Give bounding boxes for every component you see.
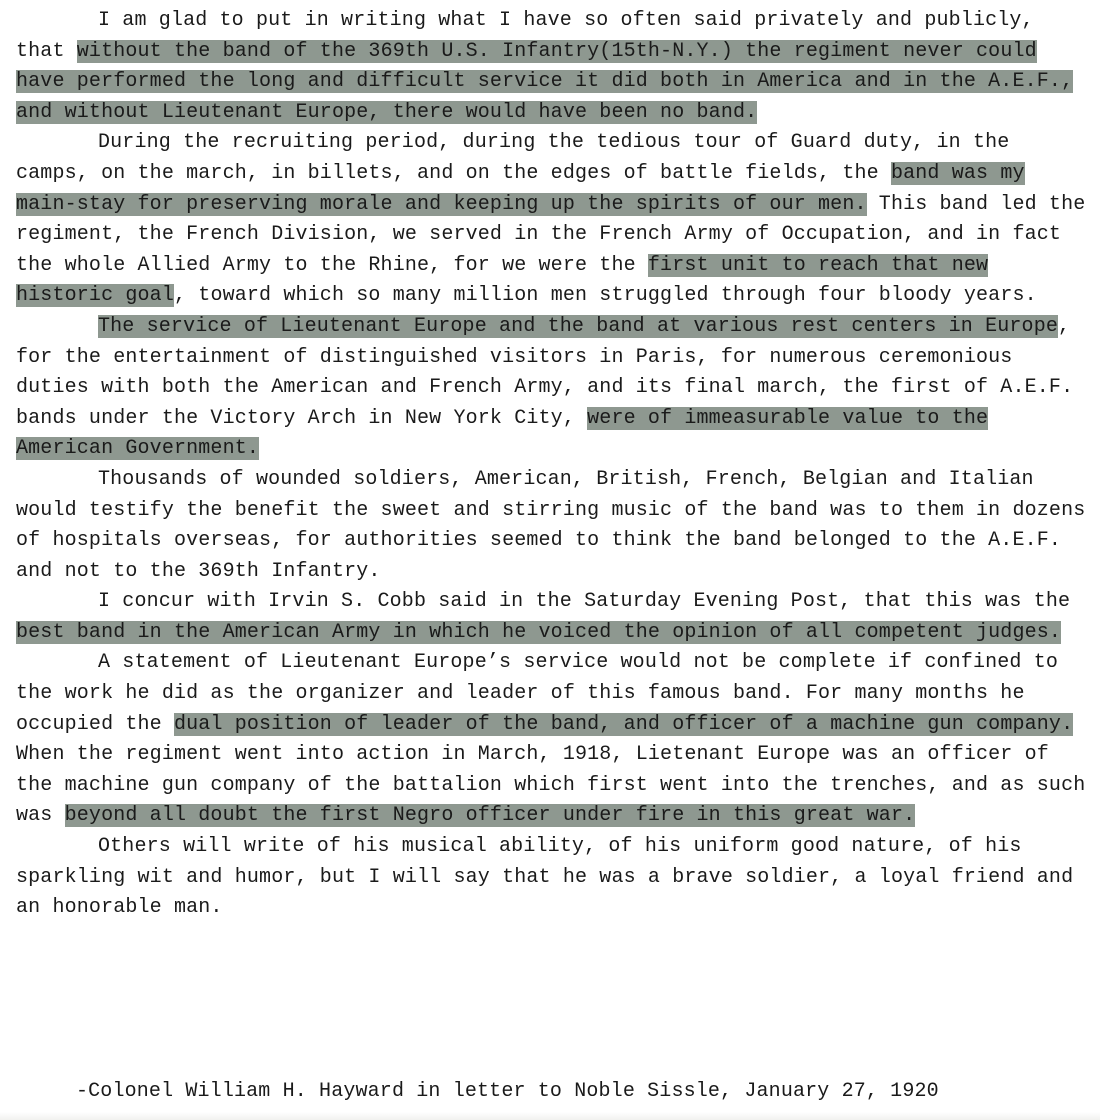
text-segment: I concur with Irvin S. Cobb said in the Saturday Evening Post, that this was the bbox=[98, 590, 1071, 614]
highlighted-text: band was my main-stay for preserving morale and keeping up the spirits of our men. bbox=[16, 161, 1025, 216]
highlighted-text: first unit to reach that new historic goal bbox=[16, 253, 989, 308]
letter-body bbox=[16, 6, 1086, 924]
paragraph bbox=[16, 6, 1086, 128]
paragraph bbox=[16, 312, 1086, 465]
highlighted-text: dual position of leader of the band, and officer of a machine gun company. bbox=[173, 712, 1074, 736]
attribution: -Colonel William H. Hayward in letter to Noble Sissle, January 27, 1920 bbox=[76, 1080, 939, 1103]
paragraph bbox=[16, 832, 1086, 924]
text-segment: When the regiment went into action in March, 1918, Lietenant Europe was an officer of the machine gun company of the battalion which first went into the trenches, and as such was bbox=[16, 743, 1086, 828]
text-segment: I am glad to put in writing what I have so often said privately and publicly, that bbox=[16, 9, 1034, 63]
text-segment: , toward which so many million men struggled through four bloody years. bbox=[173, 284, 1037, 308]
text-segment: Others will write of his musical ability, of his uniform good nature, of his sparkling wit and humor, but I will say that he was a brave soldier, a loyal friend and an honorable man. bbox=[16, 835, 1074, 920]
text-segment: , for the entertainment of distinguished visitors in Paris, for numerous ceremonious duties with both the American and French Army, and its final march, the first of A.E.F. bands under the Victory Arch in New York City, bbox=[16, 314, 1074, 430]
paragraph bbox=[16, 465, 1086, 587]
highlighted-text: best band in the American Army in which he voiced the opinion of all competent judges. bbox=[16, 620, 1062, 644]
highlighted-text: beyond all doubt the first Negro officer under fire in this great war. bbox=[64, 804, 916, 828]
paragraph bbox=[16, 648, 1086, 832]
text-segment: Thousands of wounded soldiers, American, British, French, Belgian and Italian would testify the benefit the sweet and stirring music of the band was to them in dozens of hospitals overseas, for authorities seemed to think the band belonged to the A.E.F. and not to the 369th Infantry. bbox=[16, 467, 1086, 583]
paragraph bbox=[16, 128, 1086, 312]
text-segment: During the recruiting period, during the tedious tour of Guard duty, in the camps, on the march, in billets, and on the edges of battle fields, the bbox=[16, 131, 1010, 185]
paragraph bbox=[16, 587, 1086, 648]
text-segment: This band led the regiment, the French Division, we served in the French Army of Occupation, and in fact the whole Allied Army to the Rhine, for we were the bbox=[16, 192, 1086, 277]
text-segment: A statement of Lieutenant Europe’s service would not be complete if confined to the work he did as the organizer and leader of this famous band. For many months he occupied the bbox=[16, 651, 1059, 736]
page-edge bbox=[0, 1112, 1100, 1120]
highlighted-text: without the band of the 369th U.S. Infantry(15th-N.Y.) the regiment never could have performed the long and difficult service it did both in America and in the A.E.F., and without Lieutenant Europe, there would have been no band. bbox=[16, 39, 1074, 124]
highlighted-text: The service of Lieutenant Europe and the band at various rest centers in Europe bbox=[98, 314, 1059, 338]
highlighted-text: were of immeasurable value to the American Government. bbox=[16, 406, 989, 461]
